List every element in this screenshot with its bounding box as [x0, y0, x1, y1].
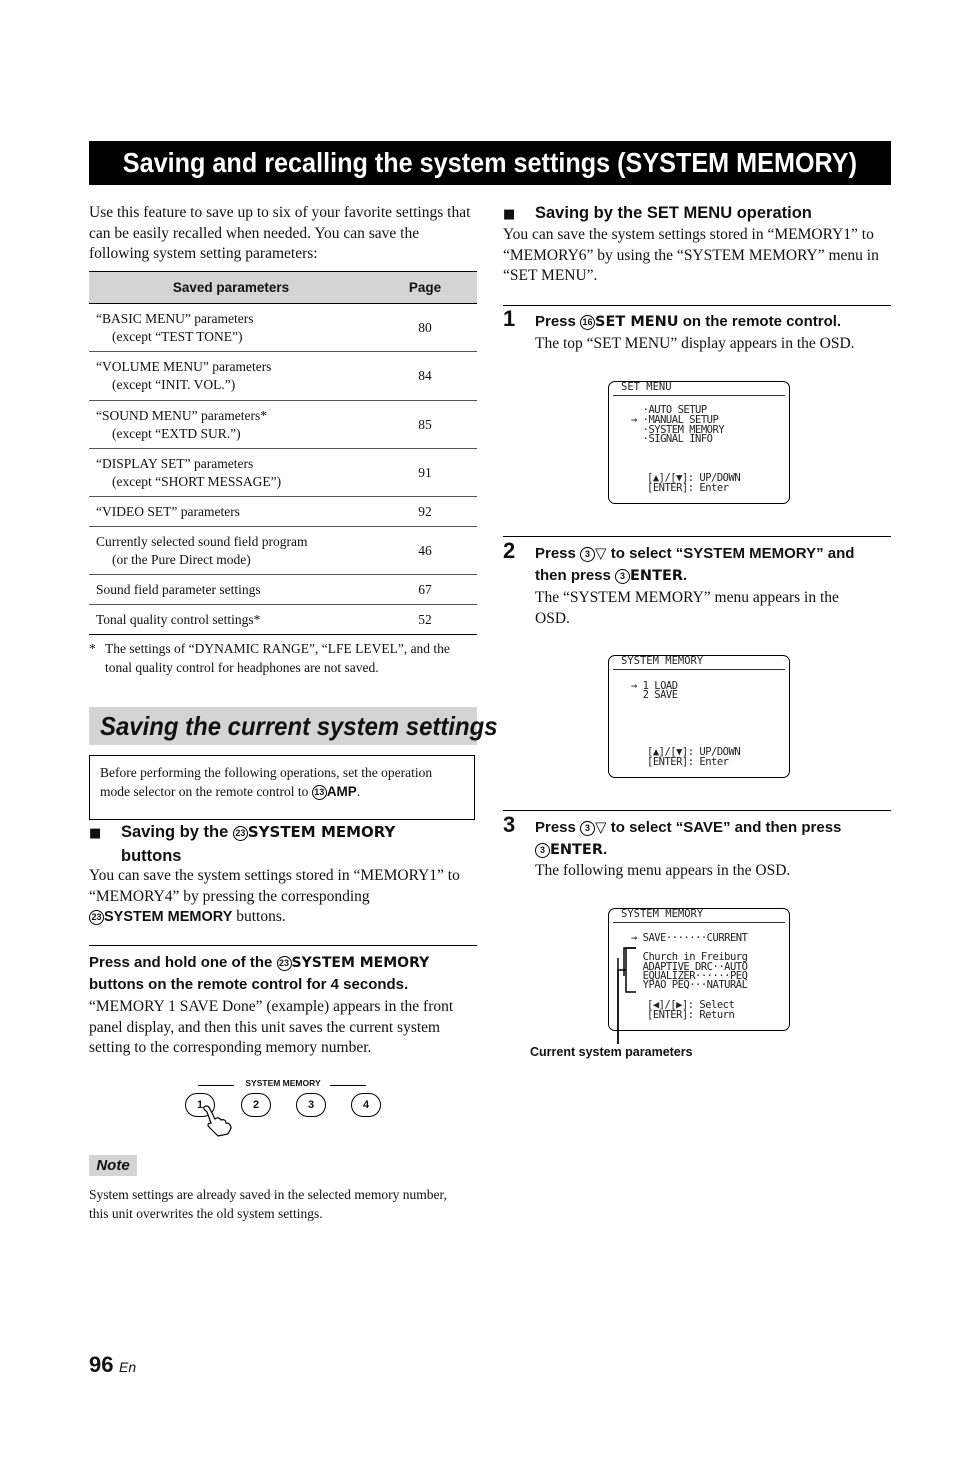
step-divider: [503, 305, 891, 306]
table-row: [89, 527, 477, 575]
saved-parameters-table: [89, 271, 477, 635]
osd-footer: [ENTER]: Enter: [647, 482, 729, 494]
table-row: [89, 449, 477, 497]
table-row: [89, 497, 477, 527]
param-page: 52: [373, 605, 477, 635]
sm-heading-post: buttons: [121, 847, 182, 865]
param-name: Currently selected sound field program: [96, 533, 308, 549]
set-menu-subsection-heading: [503, 202, 893, 226]
footnote-mark: *: [89, 641, 96, 656]
param-page: 92: [373, 497, 477, 527]
step-description: The “SYSTEM MEMORY” menu appears in the OSD.: [535, 589, 839, 627]
sm-body-key: SYSTEM MEMORY: [104, 909, 233, 925]
label-line-right: [330, 1085, 366, 1086]
step-number: 1: [503, 306, 516, 331]
page-banner: [89, 141, 891, 185]
osd-footer: [ENTER]: Return: [647, 1009, 735, 1021]
param-page: 84: [373, 352, 477, 401]
system-memory-buttons-illustration: [180, 1078, 390, 1138]
osd-footer: [ENTER]: Enter: [647, 756, 729, 768]
set-menu-body: You can save the system settings stored in “MEMORY1” to “MEMORY6” by using the “SYSTEM MEMORY” menu in “SET MENU”.: [503, 226, 879, 284]
system-memory-label: SYSTEM MEMORY: [245, 1078, 321, 1088]
key-number-badge: 3: [580, 547, 595, 562]
osd-row: ADAPTIVE DRC··AUTO: [631, 961, 748, 973]
step-heading: Press 3 ▽ to select “SYSTEM MEMORY” and then press 3 ENTER.: [535, 544, 855, 584]
osd-title: SET MENU: [621, 381, 672, 393]
param-page: 46: [373, 527, 477, 575]
osd-footer: [◀]/[▶]: Select: [647, 999, 735, 1011]
set-menu-key: SET MENU: [595, 314, 679, 330]
intro-paragraph: Use this feature to save up to six of your favorite settings that can be easily recalled when needed. You can save the following system setting parameters:: [89, 204, 471, 262]
osd-row: ·AUTO SETUP: [631, 404, 707, 416]
label-line-left: [198, 1085, 234, 1086]
table-header-parameters: Saved parameters: [89, 272, 373, 304]
press-hold-body: “MEMORY 1 SAVE Done” (example) appears in the front panel display, and then this unit saves the current system setting to the corresponding memory number.: [89, 998, 454, 1056]
param-exception: (except “INIT. VOL.”): [112, 377, 236, 392]
step-divider: [503, 810, 891, 811]
osd-title-rule: [613, 395, 785, 396]
press-hold-post: buttons on the remote control for 4 seconds.: [89, 976, 409, 993]
osd-row: ·SIGNAL INFO: [631, 433, 713, 445]
table-row: [89, 304, 477, 352]
step-heading-pre: Press: [535, 545, 581, 562]
osd-row: → ·MANUAL SETUP: [631, 414, 719, 426]
osd-footer: [▲]/[▼]: UP/DOWN: [647, 746, 741, 758]
footnote: The settings of “DYNAMIC RANGE”, “LFE LEVEL”, and the tonal quality control for headphones are not saved.: [105, 641, 450, 675]
step-description: The following menu appears in the OSD.: [535, 862, 791, 879]
down-triangle-icon: ▽: [595, 818, 607, 836]
param-exception: (except “TEST TONE”): [112, 328, 243, 344]
step-divider: [503, 536, 891, 537]
param-exception: (except “SHORT MESSAGE”): [112, 473, 282, 489]
table-row: [89, 401, 477, 449]
param-exception: (except “EXTD SUR.”): [112, 425, 241, 441]
key-number-badge: 16: [580, 315, 595, 330]
param-page: 91: [373, 449, 477, 497]
section-header: [89, 707, 498, 745]
step-heading-post: on the remote control.: [678, 313, 842, 330]
osd-row: → SAVE·······CURRENT: [631, 932, 748, 944]
param-name: “VIDEO SET” parameters: [96, 503, 240, 519]
osd-row: → 1 LOAD: [631, 680, 678, 692]
osd-title-rule: [613, 669, 785, 670]
step-number: 3: [503, 812, 516, 837]
param-exception: (or the Pure Direct mode): [112, 551, 251, 567]
square-bullet-icon: ■: [89, 826, 102, 841]
param-name: “DISPLAY SET” parameters: [96, 455, 254, 471]
sm-body-text: You can save the system settings stored in “MEMORY1” to “MEMORY4” by pressing the corresponding: [89, 867, 460, 905]
precondition-end: .: [356, 784, 361, 799]
osd-row: ·SYSTEM MEMORY: [631, 424, 725, 436]
step-number: 2: [503, 538, 516, 563]
table-header-page: Page: [373, 272, 477, 304]
precondition-box: [89, 755, 475, 820]
press-hold-key: SYSTEM MEMORY: [291, 955, 430, 971]
memory-button-2[interactable]: 2: [241, 1093, 271, 1117]
osd-title: SYSTEM MEMORY: [621, 655, 704, 667]
divider: [89, 945, 477, 946]
param-page: 85: [373, 401, 477, 449]
table-row: [89, 352, 477, 401]
pressing-finger-icon: [198, 1103, 238, 1137]
page-language: En: [119, 1359, 137, 1375]
key-number-badge: 3: [580, 821, 595, 836]
memory-button-1[interactable]: 1: [185, 1093, 215, 1117]
step-heading-post: to select “SYSTEM MEMORY” and: [606, 545, 855, 562]
osd-title-rule: [613, 922, 785, 923]
sm-heading-pre: Saving by the: [121, 823, 233, 841]
enter-key-label: ENTER: [550, 842, 604, 858]
key-number-badge: 23: [277, 956, 292, 971]
note-tag: Note: [89, 1155, 137, 1176]
step-heading: [535, 311, 895, 333]
osd-row: YPAO PEQ···NATURAL: [631, 979, 748, 991]
sm-body: [89, 866, 481, 928]
key-number-badge: 23: [89, 910, 104, 925]
step-heading-pre: Press: [535, 819, 581, 836]
step-heading2-pre: then press: [535, 567, 616, 584]
key-number-badge: 3: [535, 843, 550, 858]
param-name: Tonal quality control settings*: [96, 611, 261, 627]
step-description: The top “SET MENU” display appears in the OSD.: [535, 335, 855, 352]
page-number: 96: [89, 1352, 114, 1377]
osd-title: SYSTEM MEMORY: [621, 908, 704, 920]
press-hold-pre: Press and hold one of the: [89, 954, 277, 971]
memory-button-4[interactable]: 4: [351, 1093, 381, 1117]
step-heading-post: to select “SAVE” and then press: [606, 819, 842, 836]
sm-key-label: SYSTEM MEMORY: [247, 823, 396, 841]
param-name: Sound field parameter settings: [96, 581, 261, 597]
key-number-badge: 3: [615, 569, 630, 584]
press-hold-heading: [89, 952, 481, 996]
precondition-text: Before performing the following operations, set the operation mode selector on the remote control to: [100, 765, 433, 799]
note-text: System settings are already saved in the selected memory number, this unit overwrites the old system settings.: [89, 1187, 447, 1221]
table-row: [89, 605, 477, 635]
osd-row: 2 SAVE: [631, 689, 678, 701]
step-heading: Press 3 ▽ to select “SAVE” and then press 3 ENTER.: [535, 818, 842, 858]
param-name: “SOUND MENU” parameters*: [96, 407, 267, 423]
memory-button-3[interactable]: 3: [296, 1093, 326, 1117]
section-title: Saving the current system settings: [100, 710, 498, 741]
square-bullet-icon: ■: [503, 207, 516, 222]
param-page: 80: [373, 304, 477, 352]
callout-label: Current system parameters: [530, 1045, 693, 1059]
osd-row: Church in Freiburg: [631, 951, 748, 963]
osd-row: EQUALIZER······PEQ: [631, 970, 748, 982]
amp-key-label: AMP: [326, 784, 357, 799]
key-number-badge: 13: [312, 785, 327, 800]
down-triangle-icon: ▽: [595, 544, 607, 562]
param-name: “BASIC MENU” parameters: [96, 310, 254, 326]
key-number-badge: 23: [233, 826, 248, 841]
sm-body-end: buttons.: [232, 908, 286, 925]
set-menu-heading: Saving by the SET MENU operation: [535, 204, 812, 222]
osd-system-memory-screen: [608, 655, 790, 778]
page-title: Saving and recalling the system settings (SYSTEM MEMORY): [122, 147, 858, 178]
table-row: [89, 575, 477, 605]
param-page: 67: [373, 575, 477, 605]
sm-subsection-heading: [89, 821, 479, 867]
osd-set-menu-screen: [608, 381, 790, 504]
osd-footer: [▲]/[▼]: UP/DOWN: [647, 472, 741, 484]
param-name: “VOLUME MENU” parameters: [96, 359, 272, 374]
step-heading-pre: Press: [535, 313, 581, 330]
callout-bracket: [612, 946, 642, 1046]
enter-key-label: ENTER: [630, 568, 684, 584]
